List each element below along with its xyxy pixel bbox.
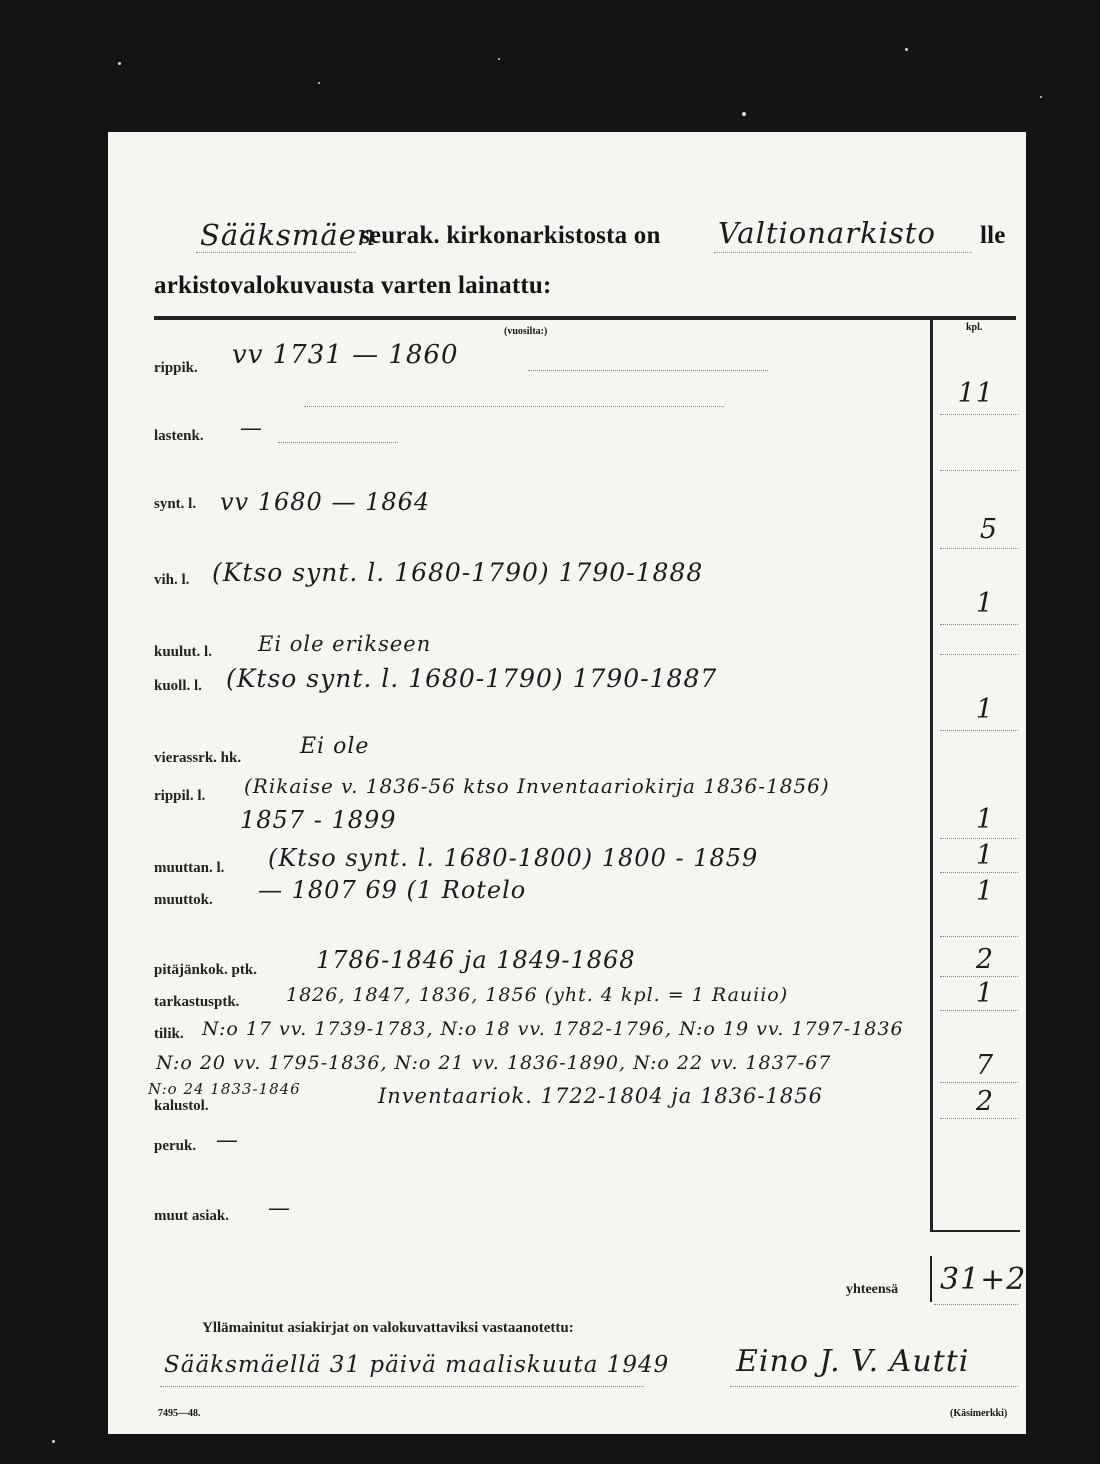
row-value: — — [240, 416, 263, 441]
row-value: — 1807 69 (1 Rotelo — [258, 876, 527, 904]
fill-line — [528, 370, 768, 371]
row-count: 1 — [975, 804, 994, 835]
row-label: muut asiak. — [154, 1208, 230, 1224]
row-value: Inventaariok. 1722-1804 ja 1836-1856 — [378, 1084, 823, 1108]
recipient-handwritten: Valtionarkisto — [718, 216, 936, 250]
archive-loan-form — [108, 132, 1026, 1434]
row-count: 2 — [975, 944, 994, 975]
row-label: vih. l. — [154, 572, 190, 588]
count-line — [940, 654, 1018, 655]
row-value-continued: N:o 20 vv. 1795-1836, N:o 21 vv. 1836-1890, N:o 22 vv. 1837-67 — [156, 1052, 832, 1074]
count-line — [934, 1304, 1018, 1305]
total-box-left — [930, 1256, 932, 1302]
row-count: 1 — [975, 588, 994, 619]
count-line — [940, 624, 1018, 625]
header-suffix: lle — [980, 222, 1006, 249]
row-count: 11 — [957, 378, 994, 409]
fill-line — [278, 442, 398, 443]
row-label: kalustol. — [154, 1098, 209, 1114]
count-line — [940, 872, 1018, 873]
row-label: rippil. l. — [154, 788, 206, 804]
row-value: vv 1680 — 1864 — [220, 488, 431, 516]
total-rule — [930, 1230, 1020, 1232]
count-line — [940, 1010, 1018, 1011]
count-line — [940, 470, 1018, 471]
row-label: peruk. — [154, 1138, 197, 1154]
form-number: 7495—48. — [158, 1408, 201, 1419]
years-column-heading: (vuosilta:) — [504, 326, 548, 337]
fill-line — [304, 406, 724, 407]
row-value: (Ktso synt. l. 1680-1800) 1800 - 1859 — [268, 844, 759, 872]
fill-line — [714, 252, 972, 253]
count-line — [940, 548, 1018, 549]
scan-speck — [318, 82, 320, 84]
row-value: (Rikaise v. 1836-56 ktso Inventaariokirja 1836-1856) — [244, 774, 830, 798]
row-count: 1 — [975, 694, 994, 725]
row-label: rippik. — [154, 360, 198, 376]
total-label: yhteensä — [846, 1282, 899, 1297]
row-label: kuoll. l. — [154, 678, 202, 694]
row-value-continued: N:o 24 1833-1846 — [148, 1080, 301, 1098]
row-label: lastenk. — [154, 428, 204, 444]
row-count: 5 — [979, 514, 998, 545]
count-line — [940, 838, 1018, 839]
parish-handwritten: Sääksmäen — [200, 218, 377, 252]
row-label: vierassrk. hk. — [154, 750, 242, 766]
count-line — [940, 976, 1018, 977]
row-count: 1 — [975, 876, 994, 907]
signature-handwritten: Eino J. V. Autti — [736, 1344, 970, 1379]
count-line — [940, 1082, 1018, 1083]
row-label: muuttok. — [154, 892, 213, 908]
row-label: pitäjänkok. ptk. — [154, 962, 257, 978]
count-column-heading: kpl. — [966, 322, 983, 333]
fill-line — [160, 1386, 644, 1387]
place-date-handwritten: Sääksmäellä 31 päivä maaliskuuta 1949 — [164, 1352, 670, 1378]
header-text: seurak. kirkonarkistosta on — [360, 222, 661, 249]
row-count: 2 — [975, 1086, 994, 1117]
row-value: (Ktso synt. l. 1680-1790) 1790-1887 — [226, 664, 718, 693]
row-label: kuulut. l. — [154, 644, 212, 660]
scan-speck — [742, 112, 746, 116]
count-column-rule — [930, 316, 933, 1232]
row-count: 7 — [975, 1050, 994, 1081]
scan-speck — [1040, 96, 1042, 98]
row-label: tilik. — [154, 1026, 184, 1042]
signature-label: (Käsimerkki) — [950, 1408, 1008, 1419]
scan-speck — [498, 58, 500, 60]
count-line — [940, 414, 1018, 415]
scan-speck — [118, 62, 121, 65]
fill-line — [730, 1386, 1018, 1387]
fill-line — [196, 252, 356, 253]
header-subtitle: arkistovalokuvausta varten lainattu: — [154, 272, 552, 299]
count-line — [940, 936, 1018, 937]
row-value: — — [216, 1128, 239, 1153]
row-count: 1 — [975, 978, 994, 1009]
total-value: 31+2 — [940, 1262, 1026, 1297]
row-value: — — [268, 1196, 291, 1221]
row-label: muuttan. l. — [154, 860, 225, 876]
row-value: N:o 17 vv. 1739-1783, N:o 18 vv. 1782-1796, N:o 19 vv. 1797-1836 — [202, 1018, 904, 1040]
row-label: tarkastusptk. — [154, 994, 240, 1010]
scan-speck — [905, 48, 908, 51]
row-value: 1826, 1847, 1836, 1856 (yht. 4 kpl. = 1 Rauiio) — [286, 984, 789, 1006]
row-value: Ei ole — [300, 734, 370, 759]
received-statement: Yllämainitut asiakirjat on valokuvattaviksi vastaanotettu: — [202, 1320, 574, 1336]
row-value-continued: 1857 - 1899 — [240, 806, 397, 834]
row-value: (Ktso synt. l. 1680-1790) 1790-1888 — [212, 558, 704, 587]
row-value: 1786-1846 ja 1849-1868 — [316, 946, 636, 974]
row-count: 1 — [975, 840, 994, 871]
row-value: vv 1731 — 1860 — [232, 340, 459, 370]
row-label: synt. l. — [154, 496, 197, 512]
top-rule — [154, 316, 1016, 320]
count-line — [940, 1118, 1018, 1119]
scan-speck — [52, 1440, 55, 1443]
row-value: Ei ole erikseen — [258, 632, 432, 656]
count-line — [940, 730, 1018, 731]
